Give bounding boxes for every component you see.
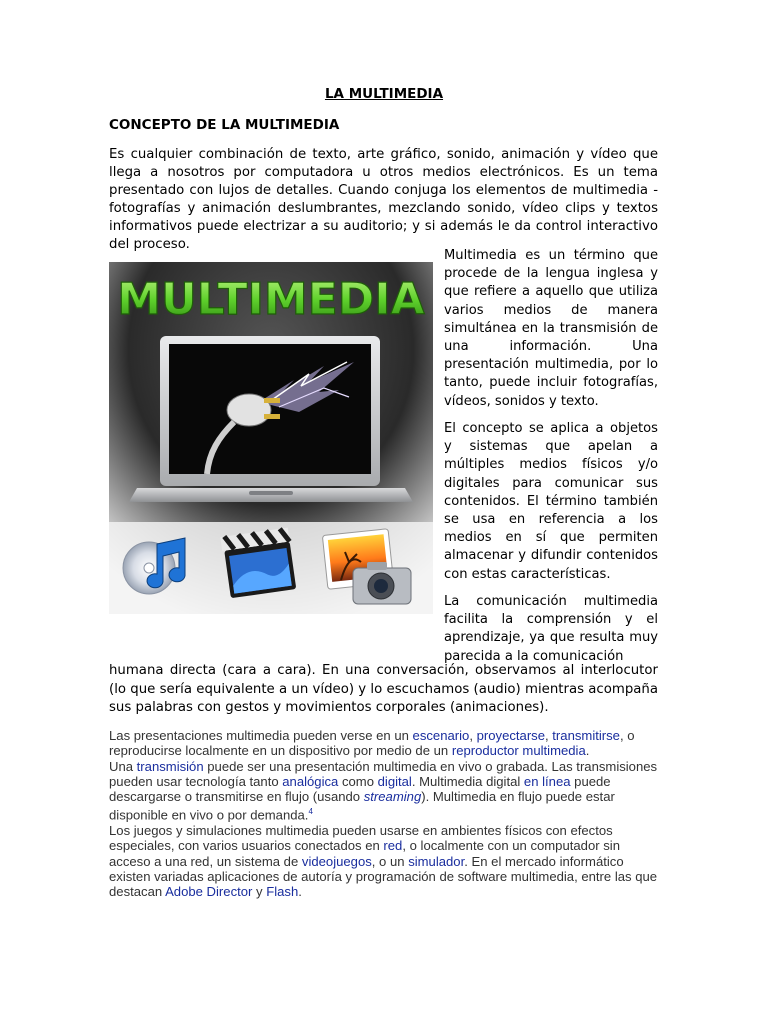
link-simulador[interactable]: simulador — [408, 853, 465, 869]
link-transmitirse[interactable]: transmitirse — [552, 728, 620, 743]
text-segment: como — [338, 773, 378, 789]
text-segment: , o un — [371, 853, 409, 869]
section-heading: CONCEPTO DE LA MULTIMEDIA — [109, 117, 340, 133]
text-segment: Una — [109, 758, 137, 774]
intro-paragraph: Es cualquier combinación de texto, arte gráfico, sonido, animación y vídeo que llega a nosotros por computadora u otros medios electrónicos. Es un tema presentado con lujos de detalles. Cuando conjuga los elementos de multimedia - fotografías y animación deslumbrantes, mezclando sonido, vídeo clips y textos informativos puede electrizar a su auditorio; y si además le da control interactivo del proceso. — [109, 147, 658, 253]
text-segment: . — [585, 743, 590, 759]
text-segment: . En el mercado informático existen variadas aplicaciones de autoría y programación de software multimedia, entre las que destacan — [109, 853, 658, 900]
paragraph-communication-start: La comunicación multimedia facilita la comprensión y el aprendizaje, ya que resulta muy parecida a la comunicación — [444, 594, 658, 664]
document-title: LA MULTIMEDIA — [324, 86, 444, 102]
link-adobe-director[interactable]: Adobe Director — [165, 884, 253, 900]
link-escenario[interactable]: escenario — [412, 728, 470, 743]
wiki-paragraph-presentations — [109, 728, 659, 823]
text-segment: puede descargarse o transmitirse en flujo (usando — [109, 773, 611, 805]
paragraph-concept: El concepto se aplica a objetos y sistemas que apelan a múltiples medios físicos y/o digitales para comunicar sus contenidos. El término también se usa en referencia a los medios en sí que permiten almacenar y difundir contenidos con estas características. — [444, 421, 658, 582]
link-digital[interactable]: digital — [377, 773, 412, 789]
link-reproductor-multimedia[interactable]: reproductor multimedia — [451, 743, 586, 759]
paragraph-communication-end: humana directa (cara a cara). En una conversación, observamos al interlocutor (lo que sería equivalente a un vídeo) y lo escuchamos (audio) mientras acompaña sus palabras con gestos y movimientos corporales (animaciones). — [109, 663, 658, 716]
paragraph-definition: Multimedia es un término que procede de la lengua inglesa y que refiere a aquello que utiliza varios medios de manera simultánea en la transmisión de una información. Una presentación multimedia, por lo tanto, puede incluir fotografías, vídeos, sonidos y texto. — [444, 248, 658, 409]
link-videojuegos[interactable]: videojuegos — [301, 853, 372, 869]
link-transmision[interactable]: transmisión — [136, 758, 204, 774]
text-segment: y — [252, 884, 267, 900]
banner-text: MULTIMEDIA — [117, 274, 425, 325]
text-segment: puede ser una presentación multimedia en vivo o grabada. Las transmisiones pueden usar tecnología tanto — [109, 758, 658, 789]
footnote-link[interactable]: 4 — [308, 807, 313, 817]
wiki-paragraph-games — [109, 823, 659, 899]
text-segment: , o reproducirse localmente en un dispositivo por medio de un — [109, 728, 635, 759]
link-red[interactable]: red — [383, 838, 403, 854]
link-proyectarse[interactable]: proyectarse — [476, 728, 546, 743]
text-segment: Los juegos y simulaciones multimedia pueden usarse en ambientes físicos con efectos especiales, con varios usuarios conectados en — [109, 823, 613, 854]
text-segment: Las presentaciones multimedia pueden verse en un — [109, 728, 413, 743]
multimedia-illustration — [109, 262, 433, 614]
text-segment: , o localmente con un computador sin acceso a una red, un sistema de — [109, 838, 620, 869]
link-streaming[interactable]: streaming — [363, 789, 422, 805]
link-flash[interactable]: Flash — [266, 884, 299, 900]
text-segment: . Multimedia digital — [411, 773, 524, 789]
clapperboard-icon — [220, 528, 296, 599]
text-segment: . — [298, 884, 302, 900]
link-analogica[interactable]: analógica — [282, 773, 339, 789]
text-segment: ). Multimedia en flujo puede estar disponible en vivo o por demanda. — [109, 789, 615, 823]
link-en-linea[interactable]: en línea — [523, 773, 571, 789]
text-segment: , — [545, 728, 553, 743]
text-segment: , — [469, 728, 477, 743]
